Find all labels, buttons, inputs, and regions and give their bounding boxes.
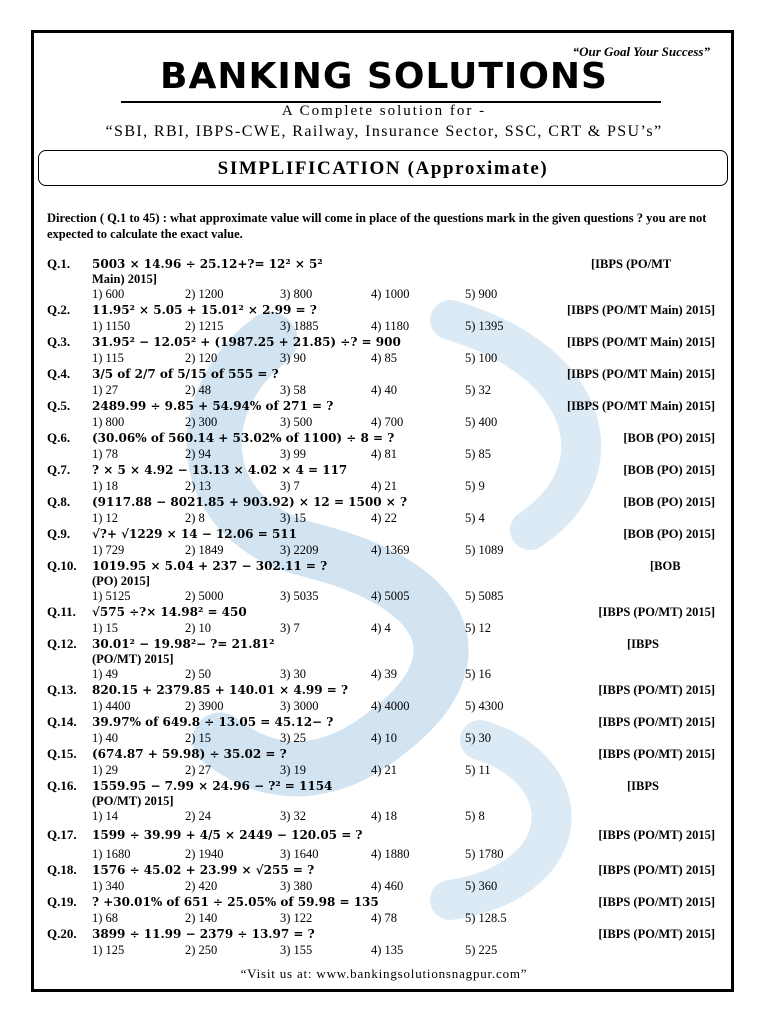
option-2: 2) 94 — [185, 447, 212, 461]
direction-text: Direction ( Q.1 to 45) : what approximate value will come in place of the questions mark in the given questions ? you are not expected to calculate the exact value. — [47, 211, 707, 241]
question-source: [IBPS (PO/MT) 2015] — [598, 927, 715, 941]
option-4: 4) 135 — [371, 943, 404, 957]
option-1: 1) 18 — [92, 479, 119, 493]
option-1: 1) 5125 — [92, 589, 131, 603]
question-item — [47, 926, 715, 958]
option-1: 1) 68 — [92, 911, 119, 925]
option-1: 1) 729 — [92, 543, 125, 557]
section-title: SIMPLIFICATION (Approximate) — [38, 150, 728, 186]
option-3: 3) 500 — [280, 415, 313, 429]
question-expression: 1576 ÷ 45.02 + 23.99 × √255 = ? — [92, 863, 315, 877]
option-5: 5) 225 — [465, 943, 498, 957]
question-item — [47, 526, 715, 558]
question-expression: 1559.95 − 7.99 × 24.96 − ?² = 1154 — [92, 779, 333, 793]
question-number: Q.15. — [47, 746, 77, 761]
question-expression: 1599 ÷ 39.99 + 4/5 × 2449 − 120.05 = ? — [92, 828, 363, 842]
question-item — [47, 398, 715, 430]
option-3: 3) 99 — [280, 447, 307, 461]
option-2: 2) 140 — [185, 911, 218, 925]
option-3: 3) 15 — [280, 511, 307, 525]
option-3: 3) 7 — [280, 621, 300, 635]
question-item — [47, 604, 715, 636]
question-item — [47, 334, 715, 366]
question-expression: 3899 ÷ 11.99 − 2379 ÷ 13.97 = ? — [92, 927, 315, 941]
question-expression: ? × 5 × 4.92 − 13.13 × 4.02 × 4 = 117 — [92, 463, 348, 477]
question-source: [IBPS (PO/MT Main) 2015] — [566, 303, 715, 317]
option-5: 5) 100 — [465, 351, 498, 365]
option-3: 3) 800 — [280, 287, 313, 301]
option-2: 2) 48 — [185, 383, 212, 397]
question-source: [BOB (PO) 2015] — [623, 495, 715, 509]
option-1: 1) 12 — [92, 511, 119, 525]
option-5: 5) 8 — [465, 809, 485, 823]
question-expression: 3/5 of 2/7 of 5/15 of 555 = ? — [92, 367, 279, 381]
option-2: 2) 13 — [185, 479, 212, 493]
option-1: 1) 14 — [92, 809, 119, 823]
question-number: Q.4. — [47, 366, 71, 381]
option-4: 4) 1369 — [371, 543, 410, 557]
option-4: 4) 78 — [371, 911, 398, 925]
question-item — [47, 714, 715, 746]
option-4: 4) 1880 — [371, 847, 410, 861]
question-source: [IBPS — [627, 637, 659, 651]
question-expression: 30.01² − 19.98²− ?= 21.81² — [92, 637, 275, 651]
option-4: 4) 39 — [371, 667, 398, 681]
option-2: 2) 15 — [185, 731, 212, 745]
question-source: [IBPS (PO/MT) 2015] — [598, 828, 715, 842]
option-1: 1) 1680 — [92, 847, 131, 861]
option-4: 4) 5005 — [371, 589, 410, 603]
option-5: 5) 5085 — [465, 589, 504, 603]
option-4: 4) 700 — [371, 415, 404, 429]
question-source-continued: (PO) 2015] — [92, 574, 150, 588]
option-3: 3) 1885 — [280, 319, 319, 333]
option-4: 4) 21 — [371, 763, 398, 777]
option-5: 5) 11 — [465, 763, 491, 777]
option-2: 2) 250 — [185, 943, 218, 957]
option-3: 3) 5035 — [280, 589, 319, 603]
question-number: Q.12. — [47, 636, 77, 651]
question-source: [IBPS (PO/MT) 2015] — [598, 683, 715, 697]
question-source: [IBPS (PO/MT) 2015] — [598, 895, 715, 909]
option-4: 4) 22 — [371, 511, 398, 525]
question-number: Q.1. — [47, 256, 71, 271]
option-3: 3) 19 — [280, 763, 307, 777]
question-number: Q.20. — [47, 926, 77, 941]
question-source-continued: Main) 2015] — [92, 272, 157, 286]
question-source: [BOB — [650, 559, 681, 573]
option-5: 5) 16 — [465, 667, 492, 681]
option-1: 1) 40 — [92, 731, 119, 745]
option-4: 4) 1000 — [371, 287, 410, 301]
subtitle-line-2: “SBI, RBI, IBPS-CWE, Railway, Insurance Sector, SSC, CRT & PSU’s” — [105, 123, 663, 140]
option-3: 3) 32 — [280, 809, 307, 823]
option-5: 5) 4 — [465, 511, 485, 525]
brand-title: BANKING SOLUTIONS — [160, 56, 608, 97]
question-source: [IBPS (PO/MT) 2015] — [598, 605, 715, 619]
question-item — [47, 558, 715, 604]
option-5: 5) 85 — [465, 447, 492, 461]
question-item — [47, 682, 715, 714]
option-5: 5) 12 — [465, 621, 492, 635]
question-source: [IBPS (PO/MT Main) 2015] — [566, 399, 715, 413]
question-expression: 39.97% of 649.8 ÷ 13.05 = 45.12− ? — [92, 715, 334, 729]
question-expression: (9117.88 − 8021.85 + 903.92) × 12 = 1500 × ? — [92, 495, 408, 509]
option-1: 1) 27 — [92, 383, 119, 397]
option-1: 1) 600 — [92, 287, 125, 301]
option-2: 2) 1849 — [185, 543, 224, 557]
question-number: Q.18. — [47, 862, 77, 877]
question-expression: 11.95² × 5.05 + 15.01² × 2.99 = ? — [92, 303, 317, 317]
option-2: 2) 1215 — [185, 319, 224, 333]
option-3: 3) 1640 — [280, 847, 319, 861]
question-source: [IBPS (PO/MT — [591, 257, 672, 271]
option-1: 1) 78 — [92, 447, 119, 461]
question-expression: √575 ÷?× 14.98² = 450 — [92, 605, 247, 619]
option-1: 1) 115 — [92, 351, 124, 365]
option-5: 5) 30 — [465, 731, 492, 745]
option-5: 5) 4300 — [465, 699, 504, 713]
option-5: 5) 400 — [465, 415, 498, 429]
option-4: 4) 21 — [371, 479, 398, 493]
subtitle-line-1: A Complete solution for - — [281, 103, 487, 119]
option-3: 3) 380 — [280, 879, 313, 893]
option-3: 3) 25 — [280, 731, 307, 745]
option-1: 1) 49 — [92, 667, 119, 681]
question-number: Q.9. — [47, 526, 71, 541]
option-5: 5) 128.5 — [465, 911, 507, 925]
option-3: 3) 155 — [280, 943, 313, 957]
question-number: Q.5. — [47, 398, 71, 413]
question-expression: 5003 × 14.96 ÷ 25.12+?= 12² × 5² — [92, 257, 323, 271]
question-source: [IBPS (PO/MT) 2015] — [598, 715, 715, 729]
question-expression: 2489.99 ÷ 9.85 + 54.94% of 271 = ? — [92, 399, 334, 413]
option-5: 5) 1395 — [465, 319, 504, 333]
option-1: 1) 4400 — [92, 699, 131, 713]
question-number: Q.2. — [47, 302, 71, 317]
option-1: 1) 125 — [92, 943, 125, 957]
question-item — [47, 746, 715, 778]
question-source: [BOB (PO) 2015] — [623, 463, 715, 477]
question-number: Q.3. — [47, 334, 71, 349]
question-item — [47, 462, 715, 494]
option-3: 3) 3000 — [280, 699, 319, 713]
option-2: 2) 24 — [185, 809, 212, 823]
option-4: 4) 4 — [371, 621, 391, 635]
question-source: [IBPS (PO/MT Main) 2015] — [566, 335, 715, 349]
option-5: 5) 1089 — [465, 543, 504, 557]
question-number: Q.17. — [47, 827, 77, 842]
motto: “Our Goal Your Success” — [572, 44, 710, 59]
option-1: 1) 1150 — [92, 319, 131, 333]
option-4: 4) 40 — [371, 383, 398, 397]
option-2: 2) 1200 — [185, 287, 224, 301]
option-2: 2) 300 — [185, 415, 218, 429]
question-number: Q.16. — [47, 778, 77, 793]
question-source: [IBPS (PO/MT) 2015] — [598, 863, 715, 877]
question-item — [47, 430, 715, 462]
question-expression: ? +30.01% of 651 ÷ 25.05% of 59.98 = 135 — [92, 895, 379, 909]
question-number: Q.19. — [47, 894, 77, 909]
option-2: 2) 10 — [185, 621, 212, 635]
footer-website: “Visit us at: www.bankingsolutionsnagpur.com” — [240, 966, 528, 981]
question-item — [47, 366, 715, 398]
question-number: Q.14. — [47, 714, 77, 729]
option-3: 3) 90 — [280, 351, 307, 365]
option-4: 4) 4000 — [371, 699, 410, 713]
option-2: 2) 50 — [185, 667, 212, 681]
option-4: 4) 460 — [371, 879, 404, 893]
option-2: 2) 3900 — [185, 699, 224, 713]
question-number: Q.11. — [47, 604, 76, 619]
question-item — [47, 256, 715, 302]
question-expression: (674.87 + 59.98) ÷ 35.02 = ? — [92, 747, 287, 761]
question-number: Q.8. — [47, 494, 71, 509]
question-item — [47, 862, 715, 894]
option-1: 1) 15 — [92, 621, 119, 635]
question-expression: √?+ √1229 × 14 − 12.06 = 511 — [92, 527, 297, 541]
question-list — [47, 256, 715, 958]
option-5: 5) 1780 — [465, 847, 504, 861]
question-item — [47, 778, 715, 824]
option-5: 5) 900 — [465, 287, 498, 301]
question-expression: (30.06% of 560.14 + 53.02% of 1100) ÷ 8 = ? — [92, 431, 395, 445]
option-4: 4) 10 — [371, 731, 398, 745]
question-expression: 1019.95 × 5.04 + 237 − 302.11 = ? — [92, 559, 328, 573]
question-number: Q.10. — [47, 558, 77, 573]
question-item — [47, 894, 715, 926]
question-expression: 820.15 + 2379.85 + 140.01 × 4.99 = ? — [92, 683, 349, 697]
option-3: 3) 7 — [280, 479, 300, 493]
question-source-continued: (PO/MT) 2015] — [92, 652, 174, 666]
question-source: [BOB (PO) 2015] — [623, 431, 715, 445]
option-2: 2) 8 — [185, 511, 205, 525]
option-4: 4) 18 — [371, 809, 398, 823]
option-4: 4) 81 — [371, 447, 398, 461]
option-2: 2) 27 — [185, 763, 212, 777]
question-source: [BOB (PO) 2015] — [623, 527, 715, 541]
option-5: 5) 360 — [465, 879, 498, 893]
question-item — [47, 302, 715, 334]
question-number: Q.13. — [47, 682, 77, 697]
question-source: [IBPS (PO/MT) 2015] — [598, 747, 715, 761]
option-5: 5) 9 — [465, 479, 485, 493]
option-1: 1) 340 — [92, 879, 125, 893]
question-item — [47, 494, 715, 526]
option-3: 3) 58 — [280, 383, 307, 397]
question-source: [IBPS (PO/MT Main) 2015] — [566, 367, 715, 381]
option-4: 4) 1180 — [371, 319, 410, 333]
option-2: 2) 120 — [185, 351, 218, 365]
question-source: [IBPS — [627, 779, 659, 793]
option-3: 3) 30 — [280, 667, 307, 681]
option-2: 2) 1940 — [185, 847, 224, 861]
option-2: 2) 420 — [185, 879, 218, 893]
question-number: Q.7. — [47, 462, 71, 477]
option-1: 1) 800 — [92, 415, 125, 429]
question-source-continued: (PO/MT) 2015] — [92, 794, 174, 808]
option-3: 3) 122 — [280, 911, 313, 925]
option-2: 2) 5000 — [185, 589, 224, 603]
question-expression: 31.95² − 12.05² + (1987.25 + 21.85) ÷? = 900 — [92, 335, 401, 349]
option-5: 5) 32 — [465, 383, 492, 397]
option-3: 3) 2209 — [280, 543, 319, 557]
option-1: 1) 29 — [92, 763, 119, 777]
question-number: Q.6. — [47, 430, 71, 445]
option-4: 4) 85 — [371, 351, 398, 365]
question-item — [47, 636, 715, 682]
question-item — [47, 824, 715, 862]
